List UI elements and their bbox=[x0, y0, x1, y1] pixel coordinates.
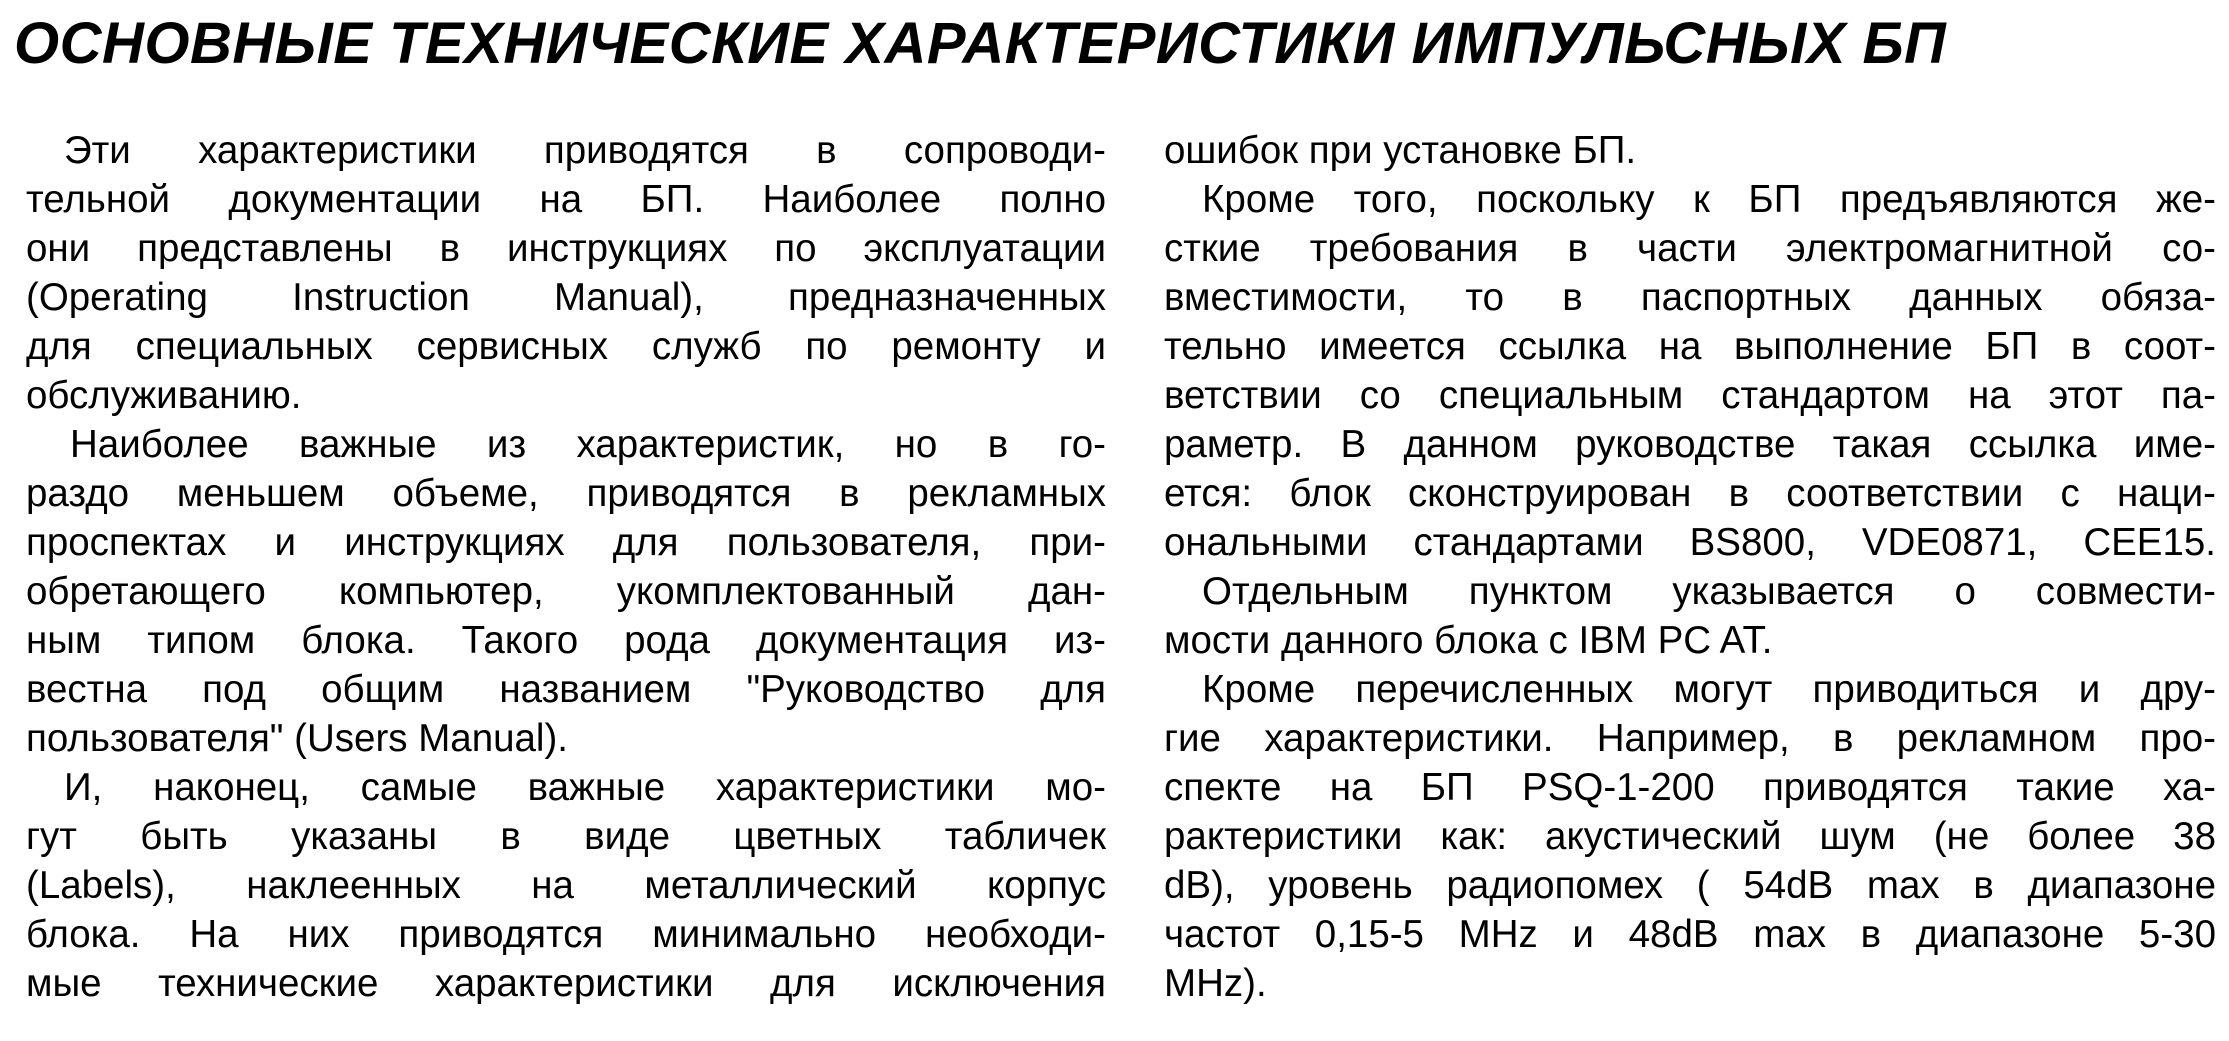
text-line: тельной документации на БП. Наиболее полно bbox=[26, 178, 1106, 221]
text-line: И, наконец, самые важные характеристики мо- bbox=[64, 766, 1106, 809]
text-line: гие характеристики. Например, в рекламном про- bbox=[1164, 717, 2216, 760]
text-line: Кроме того, поскольку к БП предъявляются же- bbox=[1202, 178, 2216, 221]
text-line: частот 0,15-5 MHz и 48dB max в диапазоне 5-30 bbox=[1164, 913, 2216, 956]
text-line: Кроме перечисленных могут приводиться и дру- bbox=[1202, 668, 2216, 711]
text-line: вместимости, то в паспортных данных обяза- bbox=[1164, 276, 2216, 319]
text-line: ным типом блока. Такого рода документация из- bbox=[26, 619, 1106, 662]
text-line: тельно имеется ссылка на выполнение БП в соот- bbox=[1164, 325, 2216, 368]
right-text-column bbox=[1164, 126, 2216, 1008]
text-line: ветствии со специальным стандартом на этот па- bbox=[1164, 374, 2216, 417]
text-line: блока. На них приводятся минимально необходи- bbox=[26, 913, 1106, 956]
text-line: Эти характеристики приводятся в сопроводи- bbox=[64, 129, 1106, 172]
text-line: обретающего компьютер, укомплектованный дан- bbox=[26, 570, 1106, 613]
text-line: сткие требования в части электромагнитной со- bbox=[1164, 227, 2216, 270]
text-line: dB), уровень радиопомех ( 54dB max в диапазоне bbox=[1164, 864, 2216, 907]
text-line: ональными стандартами BS800, VDE0871, CEE15. bbox=[1164, 521, 2216, 564]
text-line: (Operating Instruction Manual), предназначенных bbox=[26, 276, 1106, 319]
text-line: проспектах и инструкциях для пользователя, при- bbox=[26, 521, 1106, 564]
text-line: пользователя" (Users Manual). bbox=[26, 717, 569, 760]
text-line: ется: блок сконструирован в соответствии с наци- bbox=[1164, 472, 2216, 515]
text-line: они представлены в инструкциях по эксплуатации bbox=[26, 227, 1106, 270]
text-line: спекте на БП PSQ-1-200 приводятся такие ха- bbox=[1164, 766, 2216, 809]
text-line: MHz). bbox=[1164, 962, 1267, 1005]
text-line: раздо меньшем объеме, приводятся в рекламных bbox=[26, 472, 1106, 515]
text-line: мые технические характеристики для исключения bbox=[26, 962, 1106, 1005]
text-line: (Labels), наклеенных на металлический корпус bbox=[26, 864, 1106, 907]
text-line: гут быть указаны в виде цветных табличек bbox=[26, 815, 1106, 858]
text-line: вестна под общим названием "Руководство для bbox=[26, 668, 1106, 711]
text-line: раметр. В данном руководстве такая ссылка име- bbox=[1164, 423, 2216, 466]
text-line: обслуживанию. bbox=[26, 374, 302, 417]
text-line: Отдельным пунктом указывается о совмести- bbox=[1202, 570, 2216, 613]
text-line: ошибок при установке БП. bbox=[1164, 129, 1637, 172]
text-line: мости данного блока с IBM PC AT. bbox=[1164, 619, 1773, 662]
text-line: Наиболее важные из характеристик, но в го- bbox=[70, 423, 1106, 466]
left-text-column bbox=[26, 126, 1106, 1008]
text-line: для специальных сервисных служб по ремонту и bbox=[26, 325, 1106, 368]
page-title: ОСНОВНЫЕ ТЕХНИЧЕСКИЕ ХАРАКТЕРИСТИКИ ИМПУЛЬСНЫХ БП bbox=[14, 11, 1947, 76]
text-line: рактеристики как: акустический шум (не более 38 bbox=[1164, 815, 2216, 858]
